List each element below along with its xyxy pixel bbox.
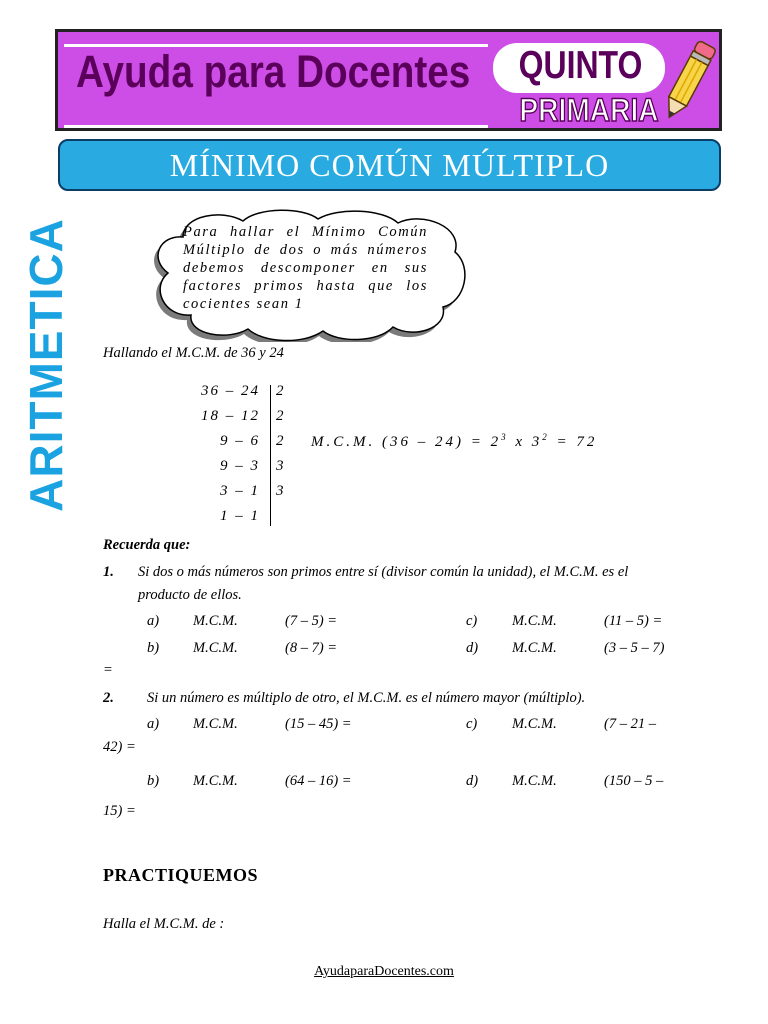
page-title: MÍNIMO COMÚN MÚLTIPLO [169,147,610,183]
exercise-label: M.C.M. [193,613,238,629]
exercise-letter: a) [147,613,160,629]
dec-left-row: 1 – 1 [220,508,260,524]
practice-instruction: Halla el M.C.M. de : [103,916,225,932]
grade-bottom-label: PRIMARIA [519,92,659,128]
dec-left-row: 36 – 24 [201,383,260,399]
mcm-result-prefix: M.C.M. (36 – 24) = 2 [311,434,502,450]
exercise-label: M.C.M. [512,716,557,732]
exercise-label: M.C.M. [512,613,557,629]
exercise-label: M.C.M. [193,716,238,732]
exercise-wrap: 42) = [103,739,136,755]
dec-left-row: 18 – 12 [201,408,260,424]
header-banner-background [58,32,719,128]
practice-heading: PRACTIQUEMOS [103,865,259,885]
dec-left-row: 9 – 6 [220,433,260,449]
exercise-wrap: 15) = [103,803,136,819]
dec-right-row: 2 [276,383,284,399]
exercise-label: M.C.M. [193,773,238,789]
rule-number: 2. [103,690,114,706]
rule-text: producto de ellos. [138,587,242,603]
exercise-letter: d) [466,640,479,656]
dec-left-row: 3 – 1 [220,483,260,499]
dec-left-row: 9 – 3 [220,458,260,474]
pencil-icon [656,36,720,128]
mcm-exponent: 2 [542,432,550,442]
exercise-letter: d) [466,773,479,789]
intro-text: Hallando el M.C.M. de 36 y 24 [103,345,284,361]
decomposition-divider [270,385,271,526]
mcm-exponent: 3 [501,432,509,442]
dec-right-row: 3 [276,483,284,499]
cloud-text: Para hallar el Mínimo Común Múltiplo de dos o más números debemos descomponer en sus factores primos hasta que los cocientes sean 1 [183,224,428,312]
exercise-wrap: = [103,662,113,678]
rule-text: Si dos o más números son primos entre sí (divisor común la unidad), el M.C.M. es el [138,564,629,580]
mcm-result-mid: x 3 [508,434,543,450]
exercise-expr: (7 – 21 – [604,716,656,732]
exercise-expr: (64 – 16) = [285,773,352,789]
exercise-expr: (8 – 7) = [285,640,338,656]
rule-number: 1. [103,564,114,580]
exercise-letter: a) [147,716,160,732]
exercise-expr: (150 – 5 – [604,773,664,789]
rule-text: Si un número es múltiplo de otro, el M.C.M. es el número mayor (múltiplo). [147,690,586,706]
footer-link[interactable]: AyudaparaDocentes.com [314,964,454,979]
mcm-result [311,432,597,451]
exercise-letter: c) [466,613,478,629]
mcm-result-suffix: = 72 [549,434,598,450]
side-label: ARITMETICA [20,218,72,512]
dec-right-row: 3 [276,458,284,474]
exercise-expr: (15 – 45) = [285,716,352,732]
exercise-expr: (11 – 5) = [604,613,663,629]
grade-top-label: QUINTO [518,44,643,87]
exercise-letter: b) [147,640,160,656]
exercise-expr: (3 – 5 – 7) [604,640,665,656]
dec-right-row: 2 [276,433,284,449]
exercise-label: M.C.M. [512,640,557,656]
exercise-expr: (7 – 5) = [285,613,338,629]
remember-heading: Recuerda que: [103,537,191,553]
exercise-label: M.C.M. [193,640,238,656]
brand-title: Ayuda para Docentes [76,46,471,97]
exercise-label: M.C.M. [512,773,557,789]
title-bar [58,139,721,191]
exercise-letter: c) [466,716,478,732]
header-banner [55,29,722,131]
dec-right-row: 2 [276,408,284,424]
exercise-letter: b) [147,773,160,789]
